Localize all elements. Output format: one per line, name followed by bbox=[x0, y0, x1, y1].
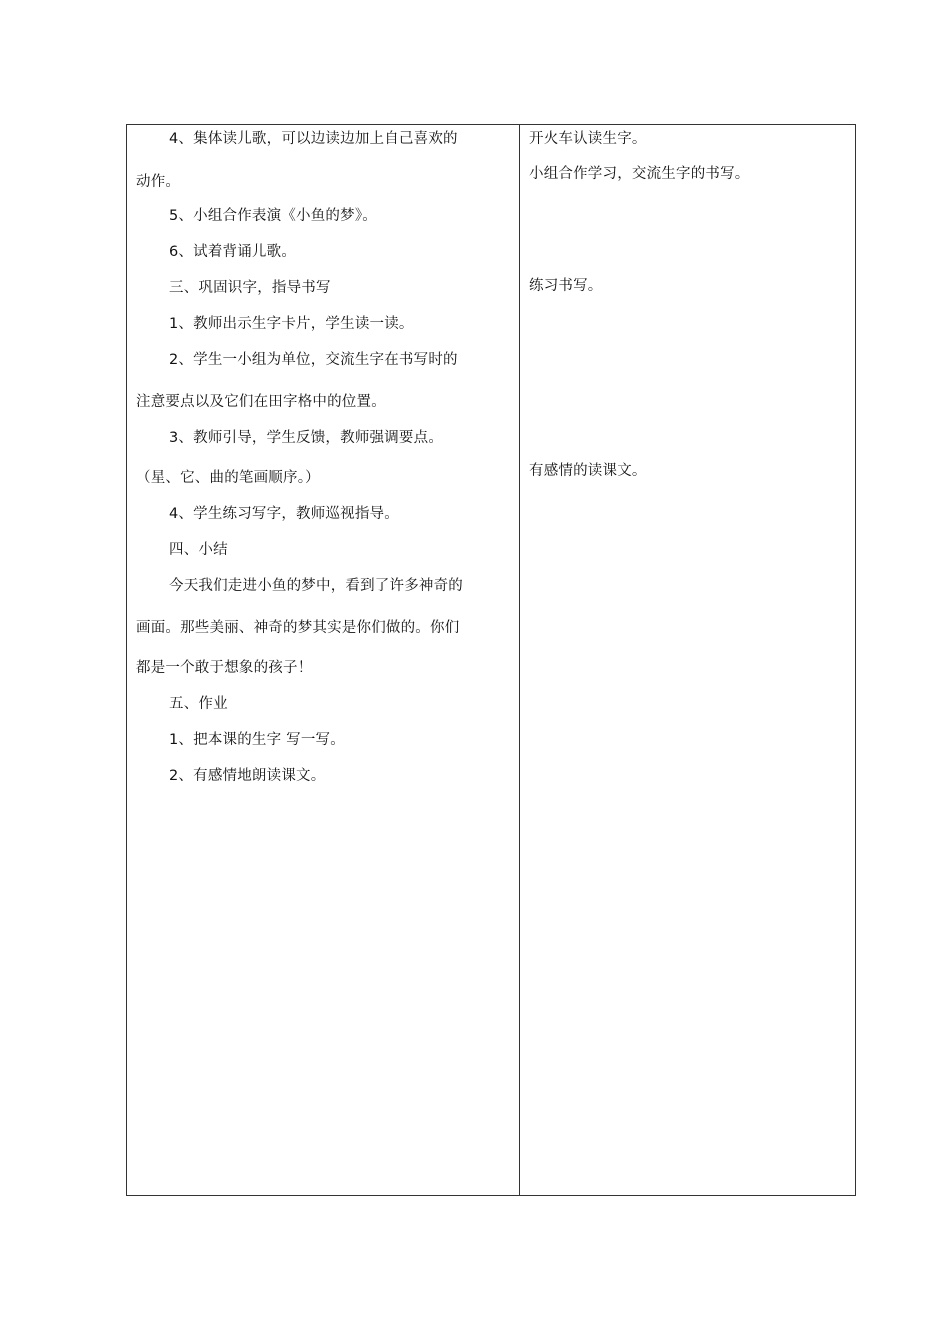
text-line: 小组合作学习，交流生字的书写。 bbox=[529, 166, 750, 182]
text-line: 2、学生一小组为单位，交流生字在书写时的 bbox=[169, 352, 458, 368]
text-line: 5、小组合作表演《小鱼的梦》。 bbox=[169, 208, 377, 224]
text-line: 2、有感情地朗读课文。 bbox=[169, 768, 326, 784]
text-line: 注意要点以及它们在田字格中的位置。 bbox=[136, 394, 386, 410]
column-divider bbox=[519, 125, 520, 1195]
text-line: 4、集体读儿歌，可以边读边加上自己喜欢的 bbox=[169, 131, 458, 147]
section-heading: 四、小结 bbox=[169, 542, 228, 558]
text-line: 都是一个敢于想象的孩子！ bbox=[136, 660, 313, 676]
text-line: 4、学生练习写字，教师巡视指导。 bbox=[169, 506, 399, 522]
text-line: 练习书写。 bbox=[529, 278, 603, 294]
text-line: 1、教师出示生字卡片，学生读一读。 bbox=[169, 316, 414, 332]
lesson-plan-table bbox=[126, 124, 856, 1196]
text-line: （星、它、曲的笔画顺序。） bbox=[136, 470, 320, 486]
text-line: 动作。 bbox=[136, 174, 181, 190]
section-heading: 三、巩固识字，指导书写 bbox=[169, 280, 331, 296]
text-line: 画面。那些美丽、神奇的梦其实是你们做的。你们 bbox=[136, 620, 460, 636]
text-line: 1、把本课的生字 写一写。 bbox=[169, 732, 345, 748]
section-heading: 五、作业 bbox=[169, 696, 228, 712]
text-line: 有感情的读课文。 bbox=[529, 463, 647, 479]
text-line: 3、教师引导，学生反馈，教师强调要点。 bbox=[169, 430, 444, 446]
text-line: 6、试着背诵儿歌。 bbox=[169, 244, 297, 260]
text-line: 开火车认读生字。 bbox=[529, 131, 647, 147]
text-line: 今天我们走进小鱼的梦中，看到了许多神奇的 bbox=[169, 578, 463, 594]
